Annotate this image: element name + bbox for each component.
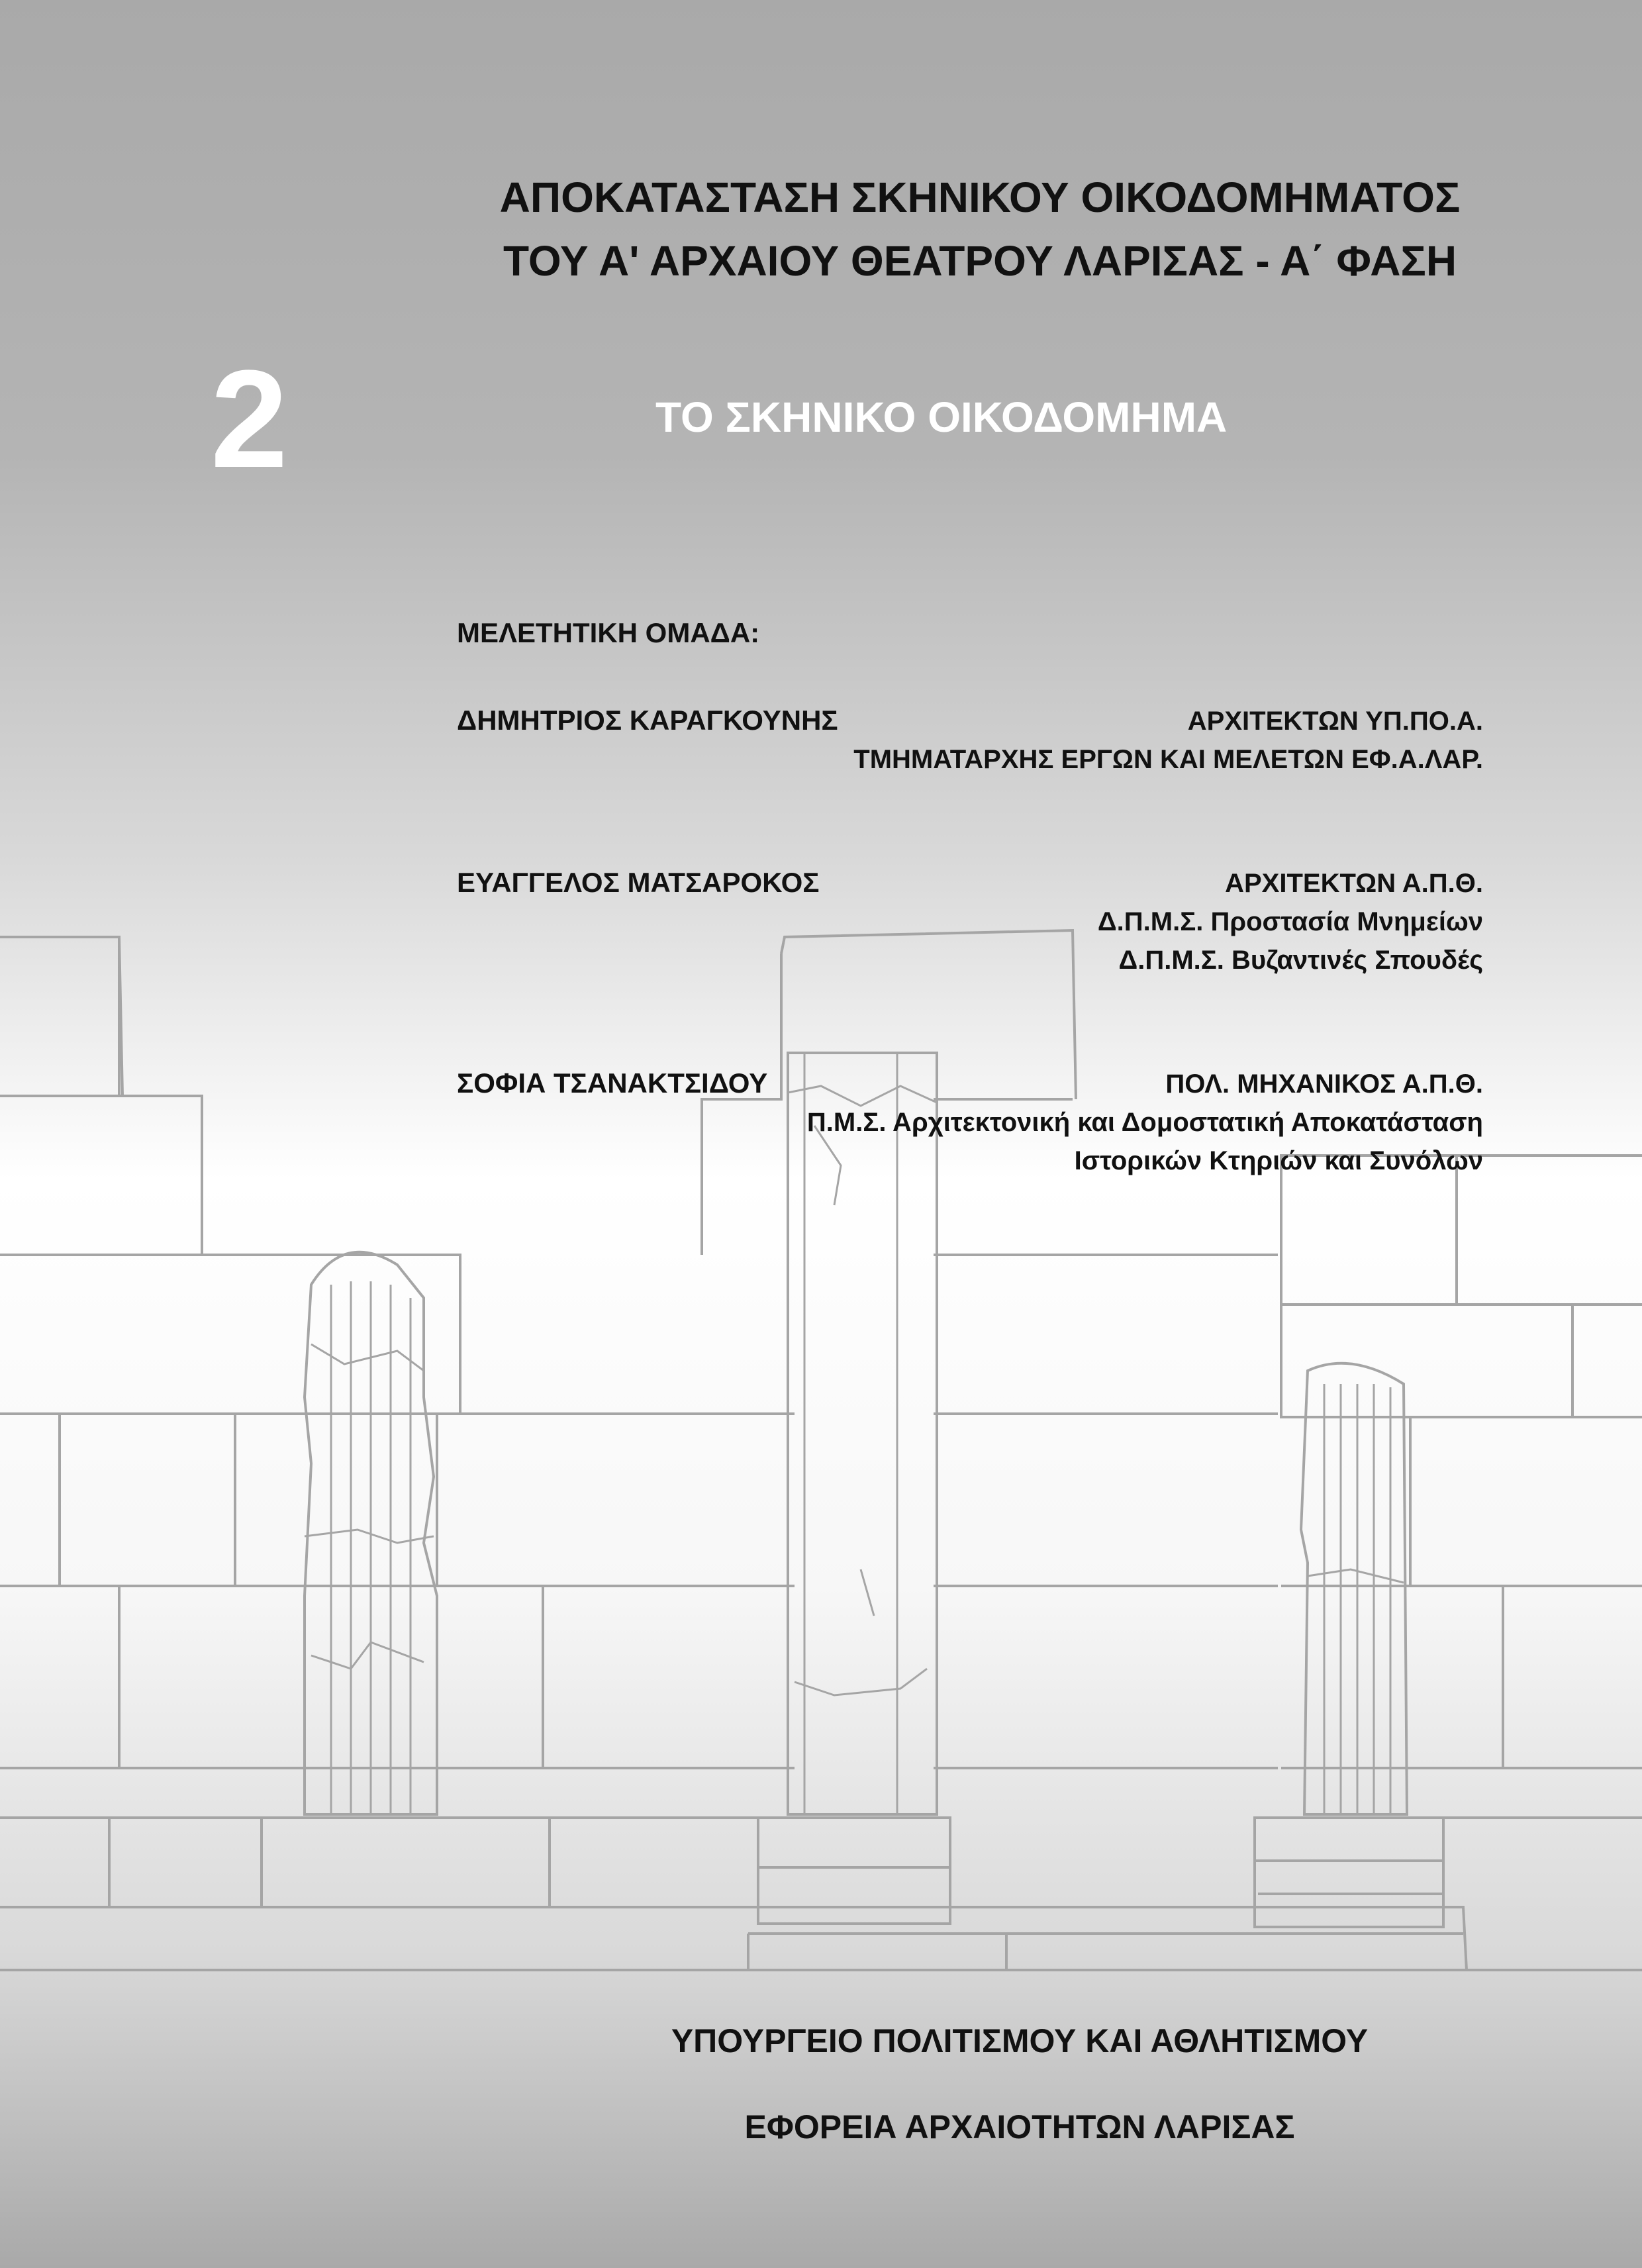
- member-name: ΕΥΑΓΓΕΛΟΣ ΜΑΤΣΑΡΟΚΟΣ: [457, 867, 820, 898]
- wall-line: [702, 954, 781, 1255]
- member-role: ΤΜΗΜΑΤΑΡΧΗΣ ΕΡΓΩΝ ΚΑΙ ΜΕΛΕΤΩΝ ΕΦ.Α.ΛΑΡ.: [853, 745, 1483, 774]
- member-role: Δ.Π.Μ.Σ. Βυζαντινές Σπουδές: [1118, 946, 1483, 975]
- wall-line: [1281, 1305, 1642, 1417]
- wall-line: [1281, 1417, 1642, 1768]
- title-line-2: ΤΟΥ Α' ΑΡΧΑΙΟΥ ΘΕΑΤΡΟΥ ΛΑΡΙΣΑΣ - Α΄ ΦΑΣΗ: [503, 237, 1457, 285]
- base-block: [109, 1818, 758, 1907]
- volume-subtitle: ΤΟ ΣΚΗΝΙΚΟ ΟΙΚΟΔΟΜΗΜΑ: [655, 393, 1228, 441]
- volume-number: 2: [211, 341, 288, 497]
- member-role: Ιστορικών Κτηριών και Συνόλων: [1074, 1146, 1483, 1175]
- member-name: ΔΗΜΗΤΡΙΟΣ ΚΑΡΑΓΚΟΥΝΗΣ: [457, 705, 838, 736]
- title-line-1: ΑΠΟΚΑΤΑΣΤΑΣΗ ΣΚΗΝΙΚΟΥ ΟΙΚΟΔΟΜΗΜΑΤΟΣ: [499, 173, 1461, 221]
- member-roles: [1098, 864, 1483, 979]
- base-line: [1255, 1861, 1443, 1894]
- step-line: [748, 1934, 1463, 1970]
- stylobate: [0, 1818, 109, 1907]
- member-role: Π.Μ.Σ. Αρχιτεκτονική και Δομοστατική Αποκατάσταση: [806, 1108, 1483, 1137]
- wall-block: [1281, 1305, 1642, 1417]
- base-block: [1255, 1818, 1443, 1927]
- wall-line: [60, 1414, 437, 1586]
- member-role: ΑΡΧΙΤΕΚΤΩΝ ΥΠ.ΠΟ.Α.: [1187, 707, 1483, 736]
- wall-block: [60, 937, 122, 1096]
- column-flutes: [1324, 1384, 1390, 1814]
- member-roles: [853, 702, 1483, 779]
- base-line: [262, 1818, 550, 1907]
- member-roles: [807, 1065, 1483, 1180]
- member-name: ΣΟΦΙΑ ΤΣΑΝΑΚΤΣΙΔΟΥ: [457, 1067, 768, 1099]
- step: [0, 1907, 1467, 1970]
- column-cracks: [1308, 1569, 1404, 1583]
- wall-line: [934, 1414, 1278, 1768]
- team-label: ΜΕΛΕΤΗΤΙΚΗ ΟΜΑΔΑ:: [457, 617, 760, 648]
- ephorate-name: ΕΦΟΡΕΙΑ ΑΡΧΑΙΟΤΗΤΩΝ ΛΑΡΙΣΑΣ: [744, 2108, 1295, 2145]
- wall-block: [0, 1096, 202, 1255]
- member-role: ΑΡΧΙΤΕΚΤΩΝ Α.Π.Θ.: [1225, 869, 1483, 898]
- member-role: ΠΟΛ. ΜΗΧΑΝΙΚΟΣ Α.Π.Θ.: [1165, 1069, 1483, 1099]
- document-title: [457, 166, 1503, 293]
- ministry-name: ΥΠΟΥΡΓΕΙΟ ΠΟΛΙΤΙΣΜΟΥ ΚΑΙ ΑΘΛΗΤΙΣΜΟΥ: [671, 2022, 1369, 2059]
- column-flutes: [331, 1281, 410, 1814]
- wall-block: [0, 937, 119, 1096]
- member-role: Δ.Π.Μ.Σ. Προστασία Μνημείων: [1097, 907, 1483, 936]
- column-cracks: [305, 1344, 434, 1669]
